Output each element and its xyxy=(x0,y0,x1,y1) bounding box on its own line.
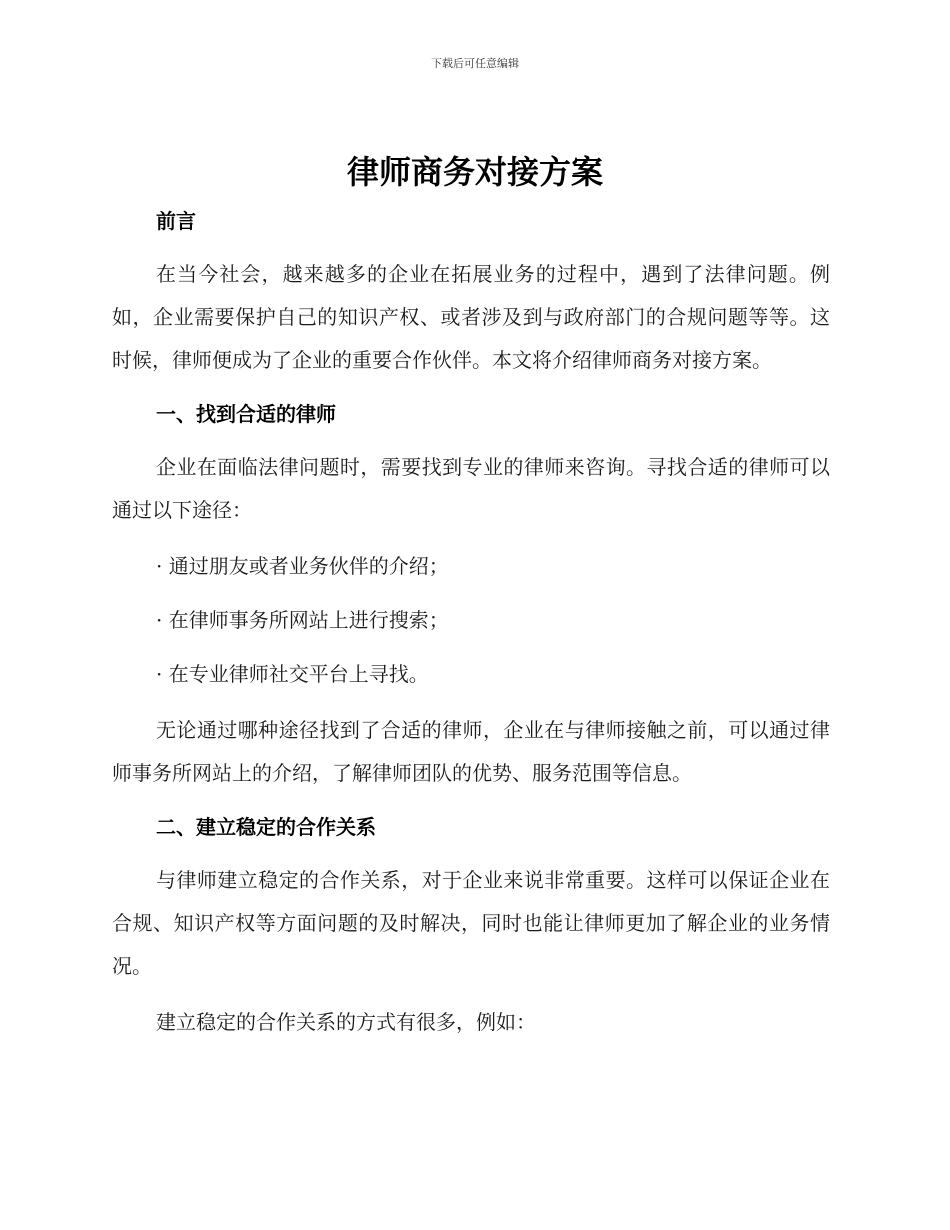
document-title: 律师商务对接方案 xyxy=(346,153,603,191)
bullet-item: · 通过朋友或者业务伙伴的介绍； xyxy=(156,554,449,578)
section-1-paragraph-2: 无论通过哪种途径找到了合适的律师，企业在与律师接触之前，可以通过律师事务所网站上的介绍，了解律师团队的优势、服务范围等信息。 xyxy=(112,718,830,785)
section-2-paragraph-2: 建立稳定的合作关系的方式有很多，例如： xyxy=(156,1010,536,1034)
header-note: 下载后可任意编辑 xyxy=(431,57,519,70)
section-1-heading: 一、找到合适的律师 xyxy=(156,402,336,426)
section-2-heading: 二、建立稳定的合作关系 xyxy=(156,815,376,839)
section-1-paragraph-1: 企业在面临法律问题时，需要找到专业的律师来咨询。寻找合适的律师可以通过以下途径： xyxy=(112,455,830,522)
document-body xyxy=(112,200,830,1044)
bullet-item: · 在律师事务所网站上进行搜索； xyxy=(156,608,449,632)
preface-heading: 前言 xyxy=(156,209,196,233)
section-2-paragraph-1: 与律师建立稳定的合作关系，对于企业来说非常重要。这样可以保证企业在合规、知识产权等方面问题的及时解决，同时也能让律师更加了解企业的业务情况。 xyxy=(112,868,830,978)
preface-paragraph: 在当今社会，越来越多的企业在拓展业务的过程中，遇到了法律问题。例如，企业需要保护自己的知识产权、或者涉及到与政府部门的合规问题等等。这时候，律师便成为了企业的重要合作伙伴。本文将介绍律师商务对接方案。 xyxy=(112,262,830,372)
bullet-item: · 在专业律师社交平台上寻找。 xyxy=(156,662,429,686)
